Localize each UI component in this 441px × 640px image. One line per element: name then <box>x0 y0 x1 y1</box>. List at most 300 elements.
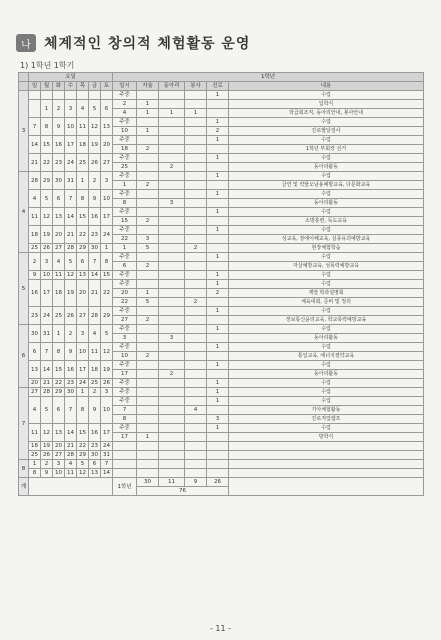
calendar-date: 2 <box>53 100 65 118</box>
row-club <box>159 262 185 271</box>
calendar-date: 12 <box>41 208 53 226</box>
total-service: 9 <box>185 478 207 487</box>
calendar-date: 27 <box>29 388 41 397</box>
row-service <box>185 163 207 172</box>
row-club <box>159 235 185 244</box>
row-career <box>207 199 229 208</box>
col-header-club: 동아리 <box>159 82 185 91</box>
row-date: 27 <box>113 316 137 325</box>
row-career <box>207 217 229 226</box>
row-content: 계열 학과설명회 <box>229 289 424 298</box>
row-club <box>159 352 185 361</box>
calendar-date: 1 <box>77 388 89 397</box>
row-career <box>207 469 229 478</box>
schedule-row <box>19 154 424 163</box>
row-content: 방학식 <box>229 433 424 442</box>
calendar-date: 25 <box>89 379 101 388</box>
calendar-date: 25 <box>29 451 41 460</box>
calendar-date: 10 <box>65 118 77 136</box>
row-content: 수업 <box>229 253 424 262</box>
calendar-date: 12 <box>77 469 89 478</box>
calendar-date: 28 <box>65 451 77 460</box>
calendar-date: 20 <box>29 379 41 388</box>
calendar-date: 11 <box>65 469 77 478</box>
calendar-date: 23 <box>65 379 77 388</box>
row-club <box>159 172 185 181</box>
row-content: 기아체험활동 <box>229 406 424 415</box>
calendar-date: 6 <box>29 343 41 361</box>
calendar-date: 24 <box>41 307 53 325</box>
calendar-date: 7 <box>89 253 101 271</box>
row-content: 수업 <box>229 307 424 316</box>
calendar-date: 25 <box>29 244 41 253</box>
col-header-autonomous: 자율 <box>137 82 159 91</box>
row-club: 3 <box>159 334 185 343</box>
row-service <box>185 190 207 199</box>
row-club <box>159 136 185 145</box>
row-career <box>207 334 229 343</box>
row-date: 22 <box>113 235 137 244</box>
row-club <box>159 244 185 253</box>
row-content <box>229 442 424 451</box>
row-date: 8 <box>113 199 137 208</box>
calendar-date <box>41 91 53 100</box>
calendar-date <box>65 91 77 100</box>
calendar-date: 17 <box>77 361 89 379</box>
row-autonomous <box>137 154 159 163</box>
month-label: 5 <box>19 253 29 325</box>
schedule-row <box>19 91 424 100</box>
calendar-date: 5 <box>41 397 53 424</box>
calendar-date: 21 <box>65 442 77 451</box>
row-service <box>185 181 207 190</box>
calendar-date: 30 <box>89 451 101 460</box>
schedule-row <box>19 118 424 127</box>
calendar-date: 20 <box>101 136 113 154</box>
row-career: 1 <box>207 154 229 163</box>
row-club: 2 <box>159 163 185 172</box>
calendar-date: 18 <box>53 280 65 307</box>
row-content: 1학년 부회장 선거 <box>229 145 424 154</box>
schedule-row <box>19 379 424 388</box>
row-date: 22 <box>113 298 137 307</box>
row-autonomous: 1 <box>137 109 159 118</box>
row-date: 10 <box>113 127 137 136</box>
row-club: 3 <box>159 199 185 208</box>
row-autonomous: 2 <box>137 181 159 190</box>
row-service <box>185 208 207 217</box>
row-autonomous <box>137 415 159 424</box>
col-header-content: 내용 <box>229 82 424 91</box>
row-service: 2 <box>185 298 207 307</box>
row-autonomous <box>137 190 159 199</box>
calendar-date: 29 <box>101 307 113 325</box>
row-content: 수업 <box>229 325 424 334</box>
calendar-date: 3 <box>41 253 53 271</box>
row-service <box>185 334 207 343</box>
row-club <box>159 271 185 280</box>
row-content: 정보통신윤리교육, 학교폭력예방교육 <box>229 316 424 325</box>
calendar-date: 26 <box>101 379 113 388</box>
row-career <box>207 298 229 307</box>
row-date: 주중 <box>113 271 137 280</box>
month-label: 4 <box>19 172 29 253</box>
row-club <box>159 91 185 100</box>
calendar-date: 4 <box>29 397 41 424</box>
row-club <box>159 100 185 109</box>
row-career: 1 <box>207 280 229 289</box>
calendar-date: 15 <box>101 271 113 280</box>
row-date: 주중 <box>113 190 137 199</box>
row-content: 통일교육, 에너지절약교육 <box>229 352 424 361</box>
calendar-date: 28 <box>29 172 41 190</box>
semester-subtitle: 1) 1학년 1학기 <box>20 61 75 70</box>
row-service <box>185 424 207 433</box>
row-autonomous <box>137 91 159 100</box>
row-date: 3 <box>113 334 137 343</box>
calendar-date: 21 <box>29 154 41 172</box>
calendar-date: 1 <box>53 325 65 343</box>
calendar-date: 28 <box>89 307 101 325</box>
row-content <box>229 469 424 478</box>
row-autonomous <box>137 361 159 370</box>
row-career: 1 <box>207 172 229 181</box>
row-service: 1 <box>185 109 207 118</box>
calendar-date: 15 <box>77 208 89 226</box>
calendar-date: 19 <box>41 226 53 244</box>
row-content: 진로발달검사 <box>229 127 424 136</box>
calendar-date: 8 <box>77 397 89 424</box>
row-date: 주중 <box>113 280 137 289</box>
calendar-date: 28 <box>41 388 53 397</box>
calendar-date: 14 <box>41 361 53 379</box>
row-service <box>185 415 207 424</box>
schedule-row <box>19 226 424 235</box>
row-content: 수업 <box>229 154 424 163</box>
calendar-date: 8 <box>101 253 113 271</box>
calendar-date: 3 <box>77 325 89 343</box>
calendar-date <box>53 91 65 100</box>
calendar-date: 8 <box>53 343 65 361</box>
row-autonomous <box>137 136 159 145</box>
calendar-date: 9 <box>65 343 77 361</box>
calendar-date: 9 <box>89 190 101 208</box>
row-career: 2 <box>207 289 229 298</box>
row-service <box>185 361 207 370</box>
row-date: 주중 <box>113 253 137 262</box>
row-career: 1 <box>207 136 229 145</box>
row-club: 1 <box>159 109 185 118</box>
calendar-date: 1 <box>101 244 113 253</box>
row-career <box>207 181 229 190</box>
weekday-header: 수 <box>65 82 77 91</box>
row-date: 25 <box>113 163 137 172</box>
row-career <box>207 100 229 109</box>
calendar-date: 14 <box>65 424 77 442</box>
weekday-header: 금 <box>89 82 101 91</box>
calendar-date: 7 <box>65 397 77 424</box>
row-date: 주중 <box>113 388 137 397</box>
row-club <box>159 460 185 469</box>
schedule-row <box>19 451 424 460</box>
calendar-date: 22 <box>41 154 53 172</box>
calendar-date: 10 <box>53 469 65 478</box>
schedule-row <box>19 190 424 199</box>
calendar-date: 6 <box>89 460 101 469</box>
row-service <box>185 280 207 289</box>
row-content <box>229 451 424 460</box>
calendar-date: 10 <box>41 271 53 280</box>
calendar-date: 19 <box>89 136 101 154</box>
calendar-date: 16 <box>29 280 41 307</box>
row-content: 입학식 <box>229 100 424 109</box>
row-career: 3 <box>207 415 229 424</box>
row-service <box>185 145 207 154</box>
row-autonomous <box>137 451 159 460</box>
calendar-date: 15 <box>53 361 65 379</box>
row-date: 주중 <box>113 325 137 334</box>
row-service <box>185 442 207 451</box>
section-title: 체계적인 창의적 체험활동 운영 <box>44 36 251 52</box>
row-content: 수업 <box>229 397 424 406</box>
calendar-date: 26 <box>41 451 53 460</box>
calendar-date: 7 <box>101 460 113 469</box>
total-club: 11 <box>159 478 185 487</box>
row-career <box>207 370 229 379</box>
row-content: 학급회조직, 동아리안내, 봉사안내 <box>229 109 424 118</box>
total-career: 26 <box>207 478 229 487</box>
row-content: 수업 <box>229 388 424 397</box>
row-date: 6 <box>113 262 137 271</box>
calendar-date: 29 <box>53 388 65 397</box>
row-career: 1 <box>207 361 229 370</box>
calendar-date: 19 <box>41 442 53 451</box>
row-autonomous: 2 <box>137 352 159 361</box>
row-autonomous <box>137 379 159 388</box>
calendar-date: 24 <box>101 442 113 451</box>
calendar-date: 19 <box>65 280 77 307</box>
row-club <box>159 118 185 127</box>
calendar-date: 5 <box>101 325 113 343</box>
schedule-row <box>19 388 424 397</box>
schedule-row <box>19 307 424 316</box>
row-date: 주중 <box>113 343 137 352</box>
row-content: 수업 <box>229 91 424 100</box>
calendar-date: 14 <box>29 136 41 154</box>
row-date: 15 <box>113 217 137 226</box>
calendar-date <box>29 91 41 100</box>
calendar-date: 3 <box>65 100 77 118</box>
row-club <box>159 442 185 451</box>
row-service <box>185 253 207 262</box>
row-content: 동아리활동 <box>229 370 424 379</box>
schedule-row <box>19 460 424 469</box>
row-date: 20 <box>113 289 137 298</box>
row-content: 동아리활동 <box>229 334 424 343</box>
row-career: 1 <box>207 253 229 262</box>
calendar-date: 6 <box>53 190 65 208</box>
row-service <box>185 469 207 478</box>
row-club <box>159 397 185 406</box>
calendar-date: 13 <box>53 208 65 226</box>
calendar-date: 23 <box>89 226 101 244</box>
row-date: 4 <box>113 109 137 118</box>
row-service <box>185 433 207 442</box>
row-service <box>185 316 207 325</box>
row-career <box>207 109 229 118</box>
row-service <box>185 172 207 181</box>
row-service <box>185 307 207 316</box>
calendar-date: 24 <box>65 154 77 172</box>
calendar-date: 1 <box>29 460 41 469</box>
row-service <box>185 271 207 280</box>
row-club <box>159 307 185 316</box>
row-service <box>185 262 207 271</box>
calendar-date: 27 <box>77 307 89 325</box>
calendar-date: 13 <box>89 469 101 478</box>
row-autonomous: 5 <box>137 244 159 253</box>
row-club <box>159 154 185 163</box>
col-header-date: 일시 <box>113 82 137 91</box>
row-content: 수업 <box>229 343 424 352</box>
calendar-date <box>29 100 41 118</box>
section-badge: 나 <box>16 34 36 52</box>
row-career: 1 <box>207 397 229 406</box>
row-autonomous <box>137 343 159 352</box>
calendar-date: 8 <box>77 190 89 208</box>
row-date: 17 <box>113 370 137 379</box>
row-career <box>207 406 229 415</box>
row-club <box>159 208 185 217</box>
row-club <box>159 469 185 478</box>
row-service <box>185 118 207 127</box>
calendar-date: 26 <box>41 244 53 253</box>
total-grade-label: 1학년 <box>113 478 137 496</box>
row-career: 1 <box>207 208 229 217</box>
grade-group-header: 1학년 <box>113 73 424 82</box>
row-club <box>159 388 185 397</box>
calendar-date <box>77 91 89 100</box>
schedule-row <box>19 280 424 289</box>
calendar-date: 19 <box>101 361 113 379</box>
row-career: 1 <box>207 379 229 388</box>
schedule-row <box>19 208 424 217</box>
schedule-row <box>19 343 424 352</box>
calendar-date: 26 <box>89 154 101 172</box>
row-service <box>185 235 207 244</box>
calendar-date: 4 <box>53 253 65 271</box>
calendar-date: 20 <box>53 226 65 244</box>
row-content: 진로직업캠프 <box>229 415 424 424</box>
row-career <box>207 460 229 469</box>
row-date <box>113 442 137 451</box>
row-career: 1 <box>207 118 229 127</box>
row-content: 현장체험학습 <box>229 244 424 253</box>
row-content: 체육대회, 준비 및 정리 <box>229 298 424 307</box>
calendar-date: 8 <box>41 118 53 136</box>
row-autonomous <box>137 253 159 262</box>
calendar-date: 25 <box>53 307 65 325</box>
calendar-date: 6 <box>53 397 65 424</box>
row-content: 수업 <box>229 190 424 199</box>
row-club <box>159 379 185 388</box>
calendar-date: 11 <box>29 424 41 442</box>
calendar-date: 24 <box>77 379 89 388</box>
calendar-date: 11 <box>77 118 89 136</box>
row-career <box>207 244 229 253</box>
row-service <box>185 388 207 397</box>
calendar-date: 2 <box>41 460 53 469</box>
page-number: - 11 - <box>209 624 232 633</box>
row-date: 주중 <box>113 397 137 406</box>
calendar-date: 24 <box>101 226 113 244</box>
row-club <box>159 424 185 433</box>
month-label: 7 <box>19 388 29 460</box>
calendar-date: 7 <box>41 343 53 361</box>
weekday-group-header: 요일 <box>29 73 113 82</box>
calendar-date: 2 <box>65 325 77 343</box>
row-date: 주중 <box>113 424 137 433</box>
row-service <box>185 226 207 235</box>
calendar-date: 6 <box>77 253 89 271</box>
row-content: 수업 <box>229 136 424 145</box>
row-autonomous <box>137 271 159 280</box>
row-career: 1 <box>207 325 229 334</box>
row-club <box>159 343 185 352</box>
schedule-row <box>19 397 424 406</box>
row-date: 주중 <box>113 136 137 145</box>
calendar-date: 17 <box>65 136 77 154</box>
row-date: 주중 <box>113 118 137 127</box>
calendar-date: 22 <box>101 280 113 307</box>
row-club <box>159 433 185 442</box>
row-service <box>185 154 207 163</box>
month-label: 6 <box>19 325 29 388</box>
row-autonomous <box>137 388 159 397</box>
calendar-date <box>89 91 101 100</box>
calendar-date: 11 <box>29 208 41 226</box>
row-date: 2 <box>113 100 137 109</box>
row-content: 수업 <box>229 361 424 370</box>
row-autonomous <box>137 334 159 343</box>
total-label: 계 <box>19 478 29 496</box>
calendar-date: 27 <box>53 244 65 253</box>
row-career <box>207 163 229 172</box>
calendar-date: 12 <box>89 118 101 136</box>
row-date: 주중 <box>113 154 137 163</box>
row-autonomous <box>137 460 159 469</box>
calendar-date: 13 <box>53 424 65 442</box>
calendar-date: 29 <box>77 244 89 253</box>
calendar-date: 2 <box>89 388 101 397</box>
calendar-date: 1 <box>41 100 53 118</box>
row-career <box>207 442 229 451</box>
calendar-date: 18 <box>29 442 41 451</box>
row-career: 1 <box>207 226 229 235</box>
row-club <box>159 181 185 190</box>
calendar-date: 22 <box>77 226 89 244</box>
weekday-header: 월 <box>41 82 53 91</box>
row-service <box>185 460 207 469</box>
row-content: 수업 <box>229 172 424 181</box>
row-career <box>207 145 229 154</box>
calendar-date: 30 <box>53 172 65 190</box>
calendar-date: 16 <box>65 361 77 379</box>
calendar-date: 15 <box>77 424 89 442</box>
col-header-career: 진로 <box>207 82 229 91</box>
weekday-header: 토 <box>101 82 113 91</box>
row-date: 주중 <box>113 307 137 316</box>
